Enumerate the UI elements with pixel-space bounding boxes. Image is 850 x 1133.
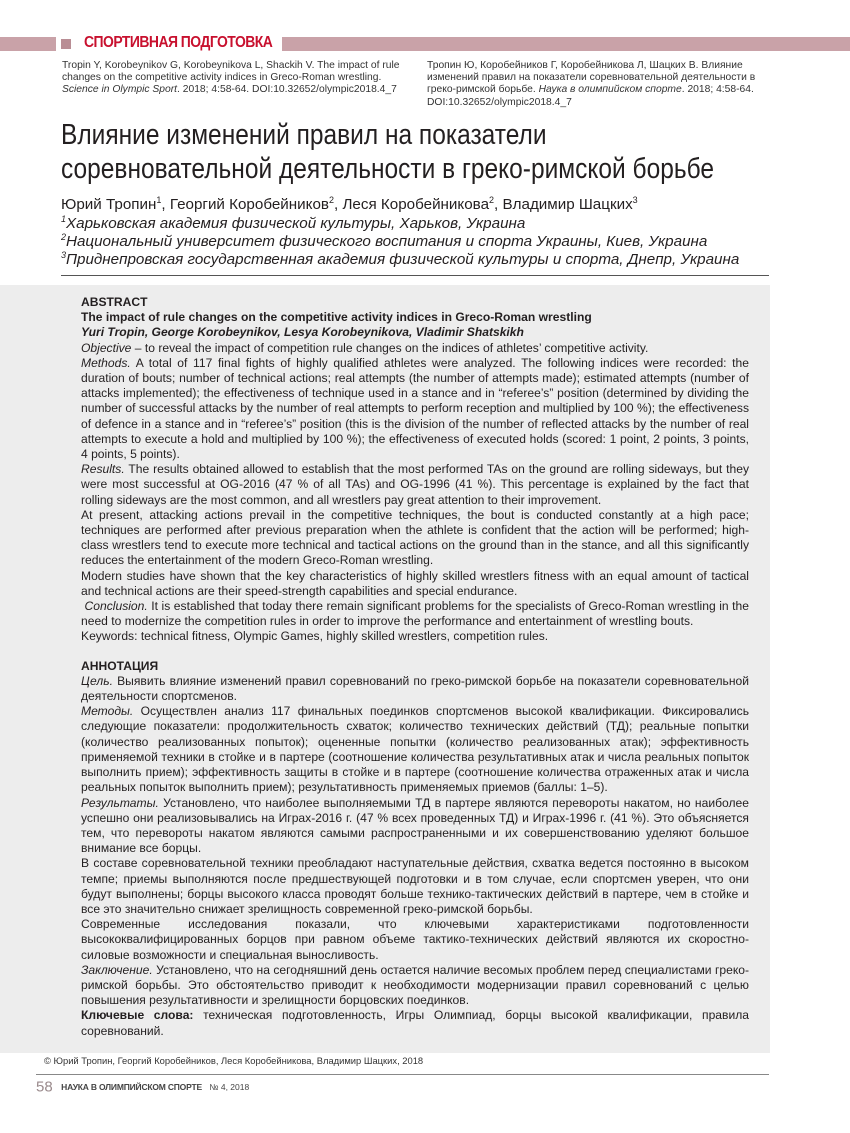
annotation-heading: АННОТАЦИЯ bbox=[81, 658, 159, 673]
section-bar-left-stripe bbox=[0, 37, 56, 51]
goal-text: Выявить влияние изменений правил соревнований по греко-римской борьбе на показатели соревновательной деятельности спортсменов. bbox=[81, 673, 749, 704]
author-separator: , bbox=[161, 196, 170, 214]
annotation-paragraph-modern: Современные исследования показали, что ключевыми характеристиками подготовленности высококвалифицированных борцов при равном объеме тактико-технических действий являются их скоростно-силовые возможности и специальная выносливость. bbox=[81, 917, 749, 962]
section-square-marker bbox=[61, 39, 71, 49]
affiliation-text: Приднепровская государственная академия физической культуры и спорта, Днепр, Украина bbox=[66, 251, 740, 269]
conclusion-text: It is established that today there remain significant problems for the specialists of Greco-Roman wrestling in the need to modernize the competition rules in order to improve the performance and entertainment of wrestling bouts. bbox=[81, 599, 749, 629]
abstract-keywords: Keywords: technical fitness, Olympic Games, highly skilled wrestlers, competition rules. bbox=[81, 629, 549, 644]
citation-english bbox=[62, 60, 412, 97]
results-label: Results. bbox=[81, 462, 125, 477]
abstract-heading: ABSTRACT bbox=[81, 295, 148, 309]
abstract-title: The impact of rule changes on the competitive activity indices in Greco-Roman wrestling bbox=[81, 310, 592, 325]
abstract-paragraph-present: At present, attacking actions prevail in the competitive techniques, the bout is conducted constantly at a high pace; techniques are performed after previous preparation when the athlete is confident that the action will be performed; high-class wrestlers tend to execute more technical and tactical actions on the ground than in the stance, and all this significantly reduces the entertainment of the modern Greco-Roman wrestling. bbox=[81, 507, 749, 568]
conclusion-label: Conclusion. bbox=[84, 599, 148, 614]
article-title-line-2: соревновательной деятельности в греко-римской борьбе bbox=[61, 153, 715, 185]
citation-russian bbox=[427, 60, 787, 109]
ru-conclusion-text: Установлено, что на сегодняшний день остается наличие весомых проблем перед специалистами греко-римской борьбы. Это обстоятельство приводит к необходимости модернизации правил соревнований с целью повышения результативности и зрелищности борцовских поединков. bbox=[81, 962, 749, 1008]
author-name: Владимир Шацких bbox=[502, 196, 633, 214]
abstract-objective bbox=[81, 341, 749, 356]
affiliation-text: Национальный университет физического воспитания и спорта Украины, Киев, Украина bbox=[66, 233, 708, 251]
abstract-content bbox=[81, 295, 749, 1039]
author-name: Георгий Коробейников bbox=[169, 196, 329, 214]
footer-divider bbox=[36, 1074, 769, 1075]
affiliation bbox=[61, 246, 739, 269]
abstract-conclusion bbox=[81, 599, 749, 629]
methods-label: Methods. bbox=[81, 355, 131, 370]
annotation-conclusion bbox=[81, 963, 749, 1009]
affiliation-mark: 3 bbox=[61, 250, 67, 260]
ru-results-label: Результаты. bbox=[81, 795, 159, 810]
author-separator: , bbox=[494, 196, 503, 214]
abstract-methods bbox=[81, 356, 749, 462]
citation-english-journal: Science in Olympic Sport bbox=[62, 84, 178, 96]
goal-label: Цель. bbox=[81, 673, 113, 688]
abstract-authors: Yuri Tropin, George Korobeynikov, Lesya Korobeynikova, Vladimir Shatskikh bbox=[81, 325, 524, 340]
section-bar-right-stripe bbox=[282, 37, 850, 51]
annotation-methods bbox=[81, 704, 749, 795]
journal-name: НАУКА В ОЛИМПИЙСКОМ СПОРТЕ bbox=[61, 1081, 202, 1092]
citation-english-text: Tropin Y, Korobeynikov G, Korobeynikova L, Shackih V. The impact of rule changes on the competitive activity indices in Greco-Roman wrestling. bbox=[62, 60, 400, 84]
annotation-paragraph-technique: В составе соревновательной техники преобладают наступательные действия, схватка ведется постоянно в высоком темпе; приемы выполняются после предшествующей подготовки и в том случае, если спортсмен уверен, что они будут выполнены; борцы высокого класса проводят больше технико-тактических действий в партере, чем в стойке и все это значительно снижает зрелищность современной греко-римской борьбы. bbox=[81, 856, 749, 916]
abstract-paragraph-modern: Modern studies have shown that the key characteristics of highly skilled wrestlers fitness with an equal amount of tactical and technical actions are their speed-strength capabilities and special endurance. bbox=[81, 568, 749, 598]
page-number: 58 bbox=[36, 1078, 53, 1096]
annotation-goal bbox=[81, 674, 749, 704]
objective-label: Objective bbox=[81, 340, 132, 355]
article-title-line-1: Влияние изменений правил на показатели bbox=[61, 119, 547, 151]
citation-russian-journal: Наука в олимпийском спорте bbox=[538, 84, 682, 96]
citation-english-doi: . 2018; 4:58-64. DOI:10.32652/olympic2018.4_7 bbox=[177, 84, 397, 96]
citation-russian-text: Тропин Ю, Коробейников Г, Коробейникова Л, Шацких В. Влияние изменений правил на показатели соревновательной деятельности в греко-римской борьбе. bbox=[427, 60, 756, 96]
author-name: Юрий Тропин bbox=[61, 196, 157, 214]
section-header-bar bbox=[0, 34, 850, 51]
section-title: СПОРТИВНАЯ ПОДГОТОВКА bbox=[84, 34, 273, 51]
citation-russian-doi: . 2018; 4:58-64. DOI:10.32652/olympic2018.4_7 bbox=[427, 84, 754, 108]
ru-results-text: Установлено, что наиболее выполняемыми ТД в партере являются перевороты накатом, но наиболее успешно они реализовывались на Играх-2016 г. (47 % всех проведенных ТД) и Играх-1996 г. (41 %). Это объясняется тем, что перевороты накатом являются самыми распространенными и их совершенствованию уделяют большое внимание все борцы. bbox=[81, 795, 749, 856]
abstract-results bbox=[81, 462, 749, 508]
annotation-results bbox=[81, 796, 749, 857]
ru-keywords-text: техническая подготовленность, Игры Олимпиад, борцы высокой квалификации, правила соревнований. bbox=[81, 1008, 749, 1038]
page-footer bbox=[36, 1078, 249, 1096]
annotation-keywords bbox=[81, 1008, 749, 1038]
ru-keywords-label: Ключевые слова: bbox=[81, 1008, 194, 1023]
methods-text: A total of 117 final fights of highly qualified athletes were analyzed. The following indices were recorded: the duration of bouts; number of technical actions; real attempts (the number of attempts made); estimated attempts (number of attacks implemented); the effectiveness of technique used in a stance and in “referee’s” position (determined by dividing the number of successful attacks by the number of real attempts to perform reception and multiplied by 100 %); the effectiveness of defence in a stance and in “referee’s” position (this is the division of the number of reflected attacks by the number of real attempts to execute a hold and multiplied by 100 %); the effectiveness of executed holds (scored: 1 point, 2 points, 3 points, 4 points, 5 points). bbox=[81, 355, 749, 462]
author-affiliation-mark: 3 bbox=[632, 195, 638, 205]
objective-text: – to reveal the impact of competition rule changes on the indices of athletes’ competitive activity. bbox=[131, 340, 649, 355]
author-affiliation-mark: 2 bbox=[328, 195, 334, 205]
journal-issue: № 4, 2018 bbox=[209, 1081, 250, 1092]
affiliation-mark: 1 bbox=[61, 214, 67, 224]
header-divider bbox=[61, 275, 769, 276]
ru-methods-label: Методы. bbox=[81, 704, 134, 719]
abstract-gap bbox=[81, 645, 749, 659]
article-title bbox=[61, 118, 715, 186]
author-affiliation-mark: 1 bbox=[156, 195, 162, 205]
author-separator: , bbox=[334, 196, 343, 214]
author-name: Леся Коробейникова bbox=[342, 196, 490, 214]
results-text: The results obtained allowed to establish that the most performed TAs on the ground are rolling sideways, but they were most successful at OG-2016 (47 % of all TAs) and OG-1996 (41 %). This percentage is explained by the fact that rolling sideways are the most common, and all wrestlers pay great attention to their improvement. bbox=[81, 462, 749, 507]
copyright-notice: © Юрий Тропин, Георгий Коробейников, Леся Коробейникова, Владимир Шацких, 2018 bbox=[44, 1055, 424, 1066]
affiliation-text: Харьковская академия физической культуры, Харьков, Украина bbox=[66, 215, 526, 233]
ru-methods-text: Осуществлен анализ 117 финальных поединков спортсменов высокой квалификации. Фиксировались следующие показатели: продолжительность схваток; количество технических действий (ТД); реальные попытки (количество реализованных попыток); оцененные попытки (количество реализованных атак); эффективность применяемой техники в стойке и в партере (соотношение количества результативных атак и числа реальных попыток выполнить прием); эффективность защиты в стойке и в партере (соотношение количества отраженных атак и числа реальных попыток выполнить прием); результативность применяемых приемов (баллы: 1–5). bbox=[81, 704, 749, 795]
author-affiliation-mark: 2 bbox=[489, 195, 495, 205]
affiliation-mark: 2 bbox=[61, 232, 67, 242]
ru-conclusion-label: Заключение. bbox=[81, 962, 153, 977]
